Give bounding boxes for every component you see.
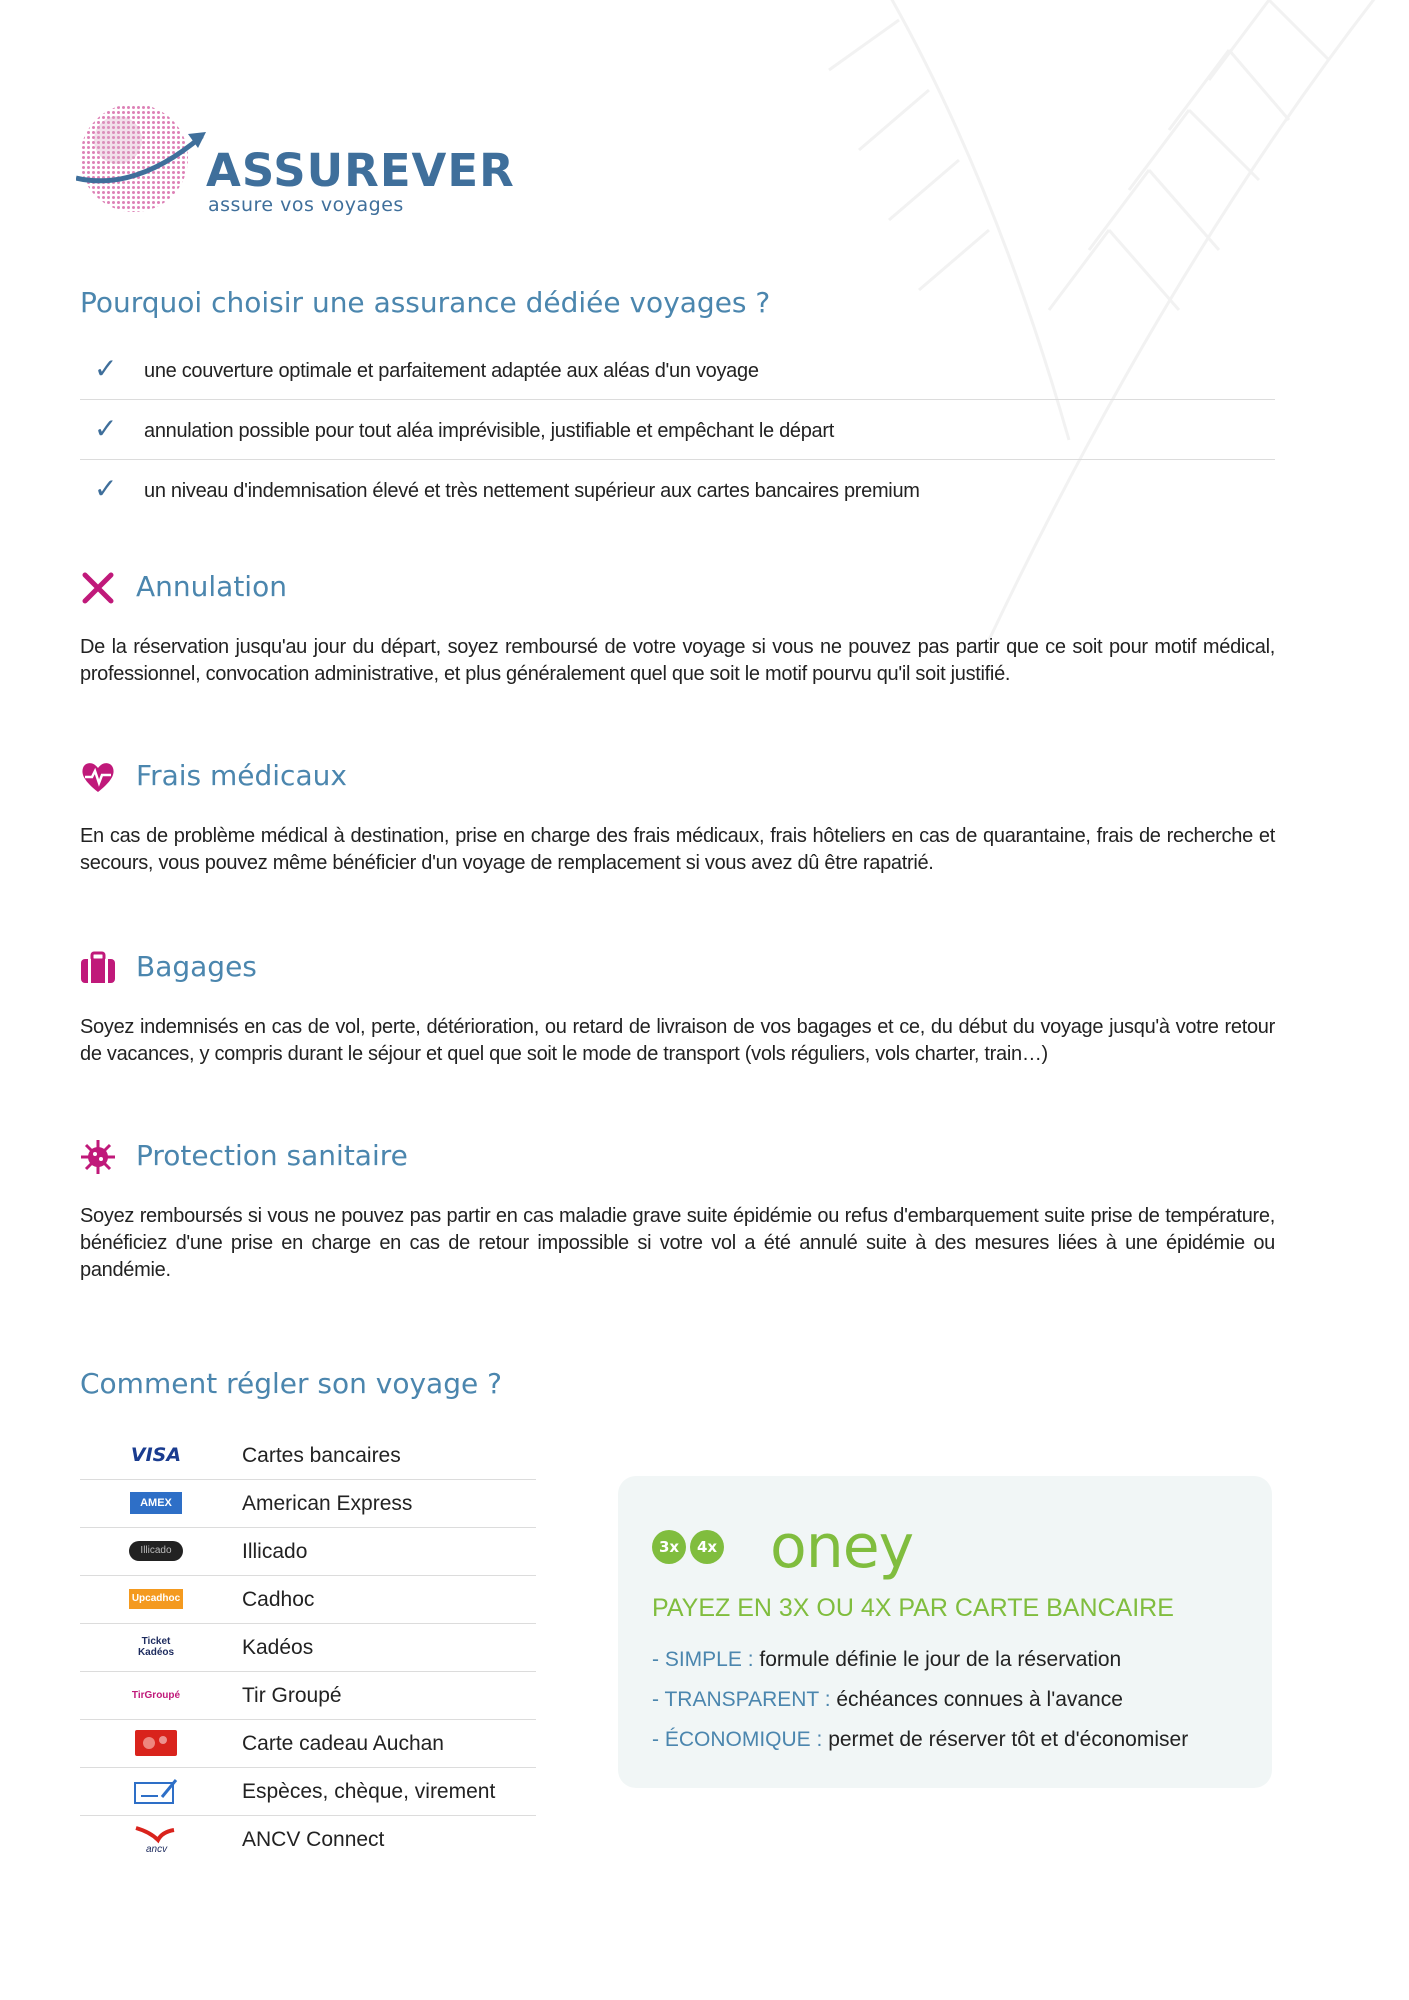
oney-promo-box xyxy=(618,1476,1272,1788)
payment-method-label: Carte cadeau Auchan xyxy=(242,1732,444,1755)
auchan-card-icon xyxy=(126,1728,186,1758)
payment-method-label: Kadéos xyxy=(242,1636,314,1659)
payment-method-row xyxy=(80,1720,536,1768)
payment-method-label: Cadhoc xyxy=(242,1588,315,1611)
section-annulation xyxy=(80,566,1275,688)
section-title: Annulation xyxy=(136,570,287,603)
payment-method-label: Cartes bancaires xyxy=(242,1444,401,1467)
payment-method-row xyxy=(80,1432,536,1480)
why-checklist xyxy=(80,340,1275,519)
why-title: Pourquoi choisir une assurance dédiée voyages ? xyxy=(80,286,771,319)
oney-feature-text: permet de réserver tôt et d'économiser xyxy=(828,1728,1189,1751)
section-protection-sanitaire xyxy=(80,1135,1275,1284)
brand-logo xyxy=(76,100,515,230)
brand-name: ASSUREVER xyxy=(206,144,515,197)
check-item xyxy=(80,340,1275,400)
check-icon: ✓ xyxy=(94,352,118,385)
section-body: En cas de problème médical à destination, prise en charge des frais médicaux, frais hôteliers en cas de quarantaine, frais de recherche et secours, vous pouvez même bénéficier d'un voyage de remplacement si vous avez dû être rapatrié. xyxy=(80,825,1275,874)
payment-method-row xyxy=(80,1816,536,1863)
tir-groupe-logo-icon: TirGroupé xyxy=(131,1689,181,1701)
oney-4x-badge: 4x xyxy=(690,1530,724,1564)
check-icon: ✓ xyxy=(94,472,118,505)
payment-method-row xyxy=(80,1528,536,1576)
section-title: Protection sanitaire xyxy=(136,1139,408,1172)
section-body: Soyez remboursés si vous ne pouvez pas partir en cas maladie grave suite épidémie ou refus d'embarquement suite prise de température, bénéficiez d'une prise en charge en cas de retour impossible si votre vol a été annulé suite à des mesures liées à une épidémie ou pandémie. xyxy=(80,1205,1275,1281)
oney-headline: PAYEZ EN 3X OU 4X PAR CARTE BANCAIRE xyxy=(652,1594,1174,1622)
heart-pulse-icon xyxy=(80,759,116,795)
payment-methods-list xyxy=(80,1432,536,1863)
check-item xyxy=(80,460,1275,519)
section-bagages xyxy=(80,946,1275,1068)
ancv-logo-icon: ancv xyxy=(126,1824,186,1854)
cadhoc-logo-icon: Upcadhoc xyxy=(126,1584,186,1614)
section-title: Frais médicaux xyxy=(136,759,347,792)
kadeos-logo-icon: Ticket Kadéos xyxy=(137,1636,175,1658)
payment-method-label: ANCV Connect xyxy=(242,1828,385,1851)
oney-feature-text: formule définie le jour de la réservation xyxy=(759,1648,1122,1671)
globe-logo-icon xyxy=(76,100,216,220)
brand-tagline: assure vos voyages xyxy=(208,194,404,216)
payment-method-row xyxy=(80,1624,536,1672)
visa-logo-icon: VISA xyxy=(130,1444,182,1466)
oney-feature-economique xyxy=(652,1728,1188,1752)
section-title: Bagages xyxy=(136,950,257,983)
palm-leaf-background xyxy=(569,0,1409,660)
section-body: Soyez indemnisés en cas de vol, perte, détérioration, ou retard de livraison de vos bagages et ce, du début du voyage jusqu'à votre retour de vacances, y compris durant le séjour et quel que soit le mode de transport (vols réguliers, vols charter, train…) xyxy=(80,1016,1275,1065)
oney-wordmark: oney xyxy=(770,1512,914,1582)
payment-method-label: Tir Groupé xyxy=(242,1684,342,1707)
oney-feature-key: - SIMPLE : xyxy=(652,1648,754,1671)
cheque-icon xyxy=(126,1776,186,1806)
oney-feature-text: échéances connues à l'avance xyxy=(836,1688,1123,1711)
payment-method-row xyxy=(80,1768,536,1816)
oney-feature-transparent xyxy=(652,1688,1123,1712)
oney-feature-key: - TRANSPARENT : xyxy=(652,1688,831,1711)
section-frais-medicaux xyxy=(80,755,1275,877)
check-item-text: un niveau d'indemnisation élevé et très nettement supérieur aux cartes bancaires premium xyxy=(144,480,920,502)
payment-method-row xyxy=(80,1576,536,1624)
check-item xyxy=(80,400,1275,460)
payment-method-label: American Express xyxy=(242,1492,413,1515)
oney-3x-badge: 3x xyxy=(652,1530,686,1564)
check-item-text: une couverture optimale et parfaitement adaptée aux aléas d'un voyage xyxy=(144,360,759,382)
oney-logo xyxy=(652,1512,952,1582)
payment-method-row xyxy=(80,1480,536,1528)
payment-method-row xyxy=(80,1672,536,1720)
payment-method-label: Illicado xyxy=(242,1540,308,1563)
payment-method-label: Espèces, chèque, virement xyxy=(242,1780,496,1803)
oney-feature-simple xyxy=(652,1648,1121,1672)
check-item-text: annulation possible pour tout aléa imprévisible, justifiable et empêchant le départ xyxy=(144,420,834,442)
illicado-logo-icon: Illicado xyxy=(126,1536,186,1566)
oney-feature-key: - ÉCONOMIQUE : xyxy=(652,1728,823,1751)
section-body: De la réservation jusqu'au jour du départ, soyez remboursé de votre voyage si vous ne pouvez pas partir que ce soit pour motif médical, professionnel, convocation administrative, et plus généralement quel que soit le motif pourvu qu'il soit justifié. xyxy=(80,636,1275,685)
cross-icon xyxy=(80,570,116,606)
payment-title: Comment régler son voyage ? xyxy=(80,1367,502,1400)
amex-logo-icon: AMEX xyxy=(126,1488,186,1518)
suitcase-icon xyxy=(80,950,116,986)
check-icon: ✓ xyxy=(94,412,118,445)
virus-icon xyxy=(80,1139,116,1175)
